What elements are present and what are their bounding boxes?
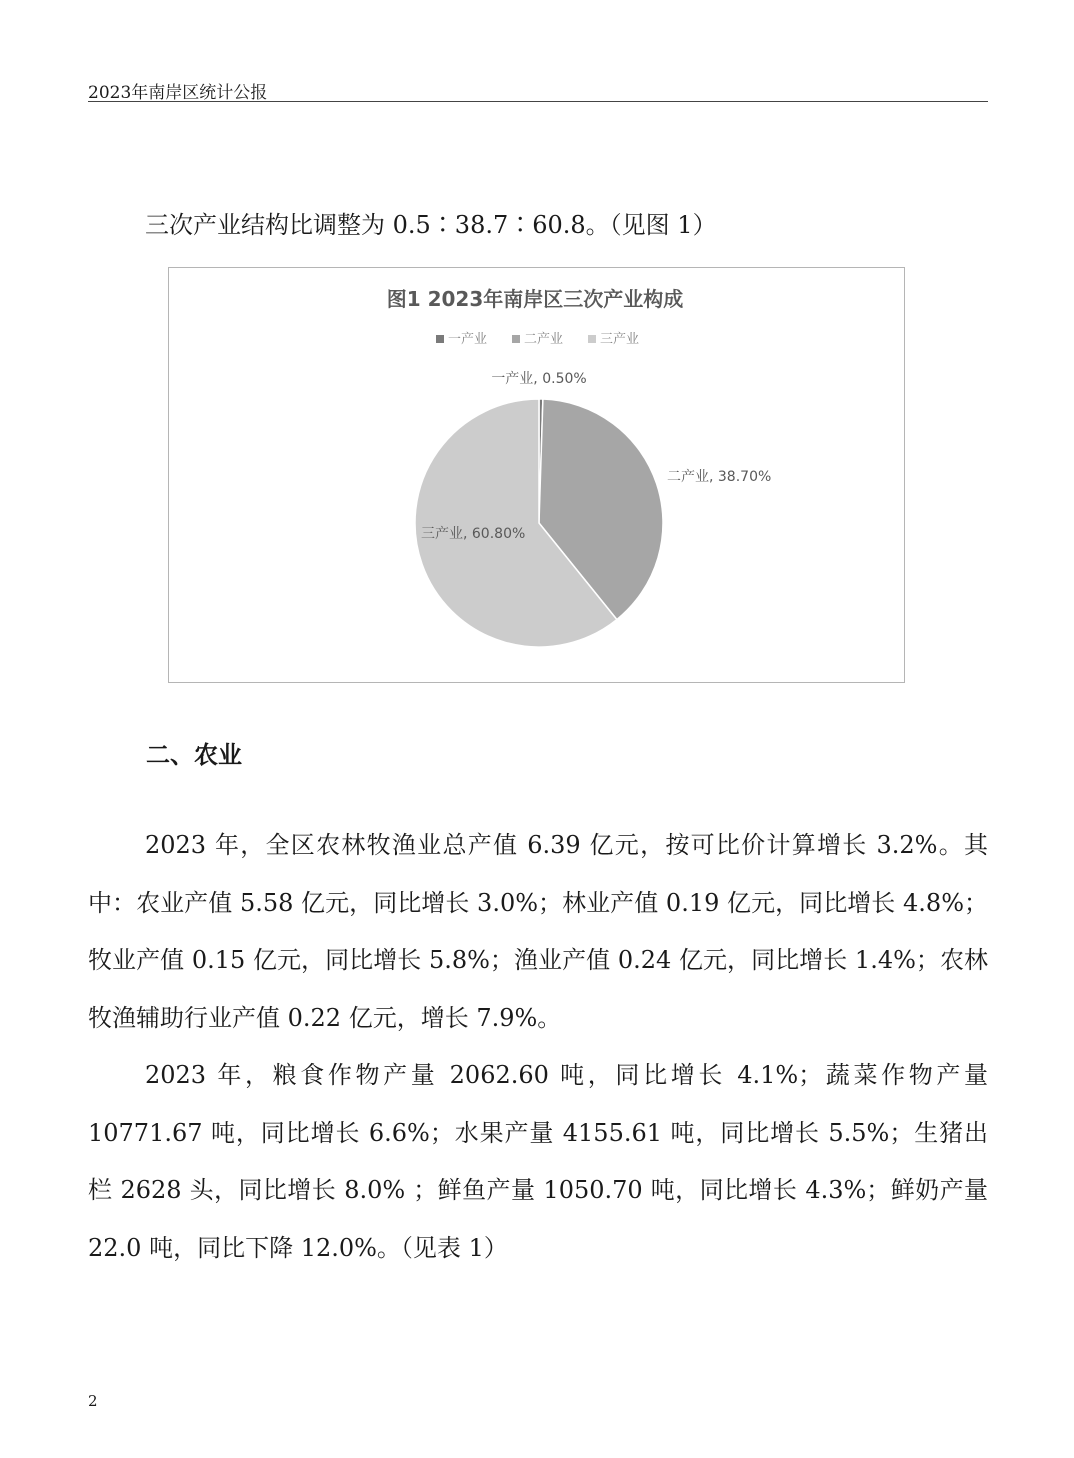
- legend-label: 二产业: [524, 332, 564, 347]
- legend-item-1: [436, 331, 487, 347]
- pie-slices: [415, 399, 663, 647]
- paragraph-crop-production: 2023 年，粮食作物产量 2062.60 吨，同比增长 4.1%；蔬菜作物产量 10771.67 吨，同比增长 6.6%；水果产量 4155.61 吨，同比增长 5.5%；生猪出栏 2628 头，同比增长 8.0% ；鲜鱼产量 1050.70 吨，同比增长 4.3%；鲜奶产量 22.0 吨，同比下降 12.0%。（见表 1）: [88, 1061, 988, 1262]
- legend-swatch: [588, 335, 596, 343]
- legend-item-3: [588, 331, 639, 347]
- running-header: 2023年南岸区统计公报: [88, 83, 268, 103]
- section-heading: 二、农业: [146, 741, 242, 769]
- legend-label: 三产业: [600, 332, 640, 347]
- chart-title: 图1 2023年南岸区三次产业构成: [386, 287, 684, 311]
- chart-legend: [436, 331, 639, 347]
- page-number: 2: [88, 1392, 98, 1410]
- pie-chart: [169, 268, 903, 681]
- data-label-3: 三产业, 60.80%: [421, 526, 526, 542]
- data-label-2: 二产业, 38.70%: [667, 469, 772, 485]
- legend-item-2: [512, 331, 563, 347]
- legend-swatch: [512, 335, 520, 343]
- intro-line: 三次产业结构比调整为 0.5∶38.7∶60.8。（见图 1）: [145, 211, 717, 239]
- legend-label: 一产业: [448, 332, 488, 347]
- paragraph-agriculture-output: 2023 年，全区农林牧渔业总产值 6.39 亿元，按可比价计算增长 3.2%。其中：农业产值 5.58 亿元，同比增长 3.0%；林业产值 0.19 亿元，同比增长 4.8%；牧业产值 0.15 亿元，同比增长 5.8%；渔业产值 0.24 亿元，同比增长 1.4%；农林牧渔辅助行业产值 0.22 亿元，增长 7.9%。: [88, 831, 988, 1032]
- legend-swatch: [436, 335, 444, 343]
- data-label-1: 一产业, 0.50%: [491, 371, 587, 387]
- header-rule: [88, 101, 988, 102]
- pie-chart-figure: [168, 267, 905, 683]
